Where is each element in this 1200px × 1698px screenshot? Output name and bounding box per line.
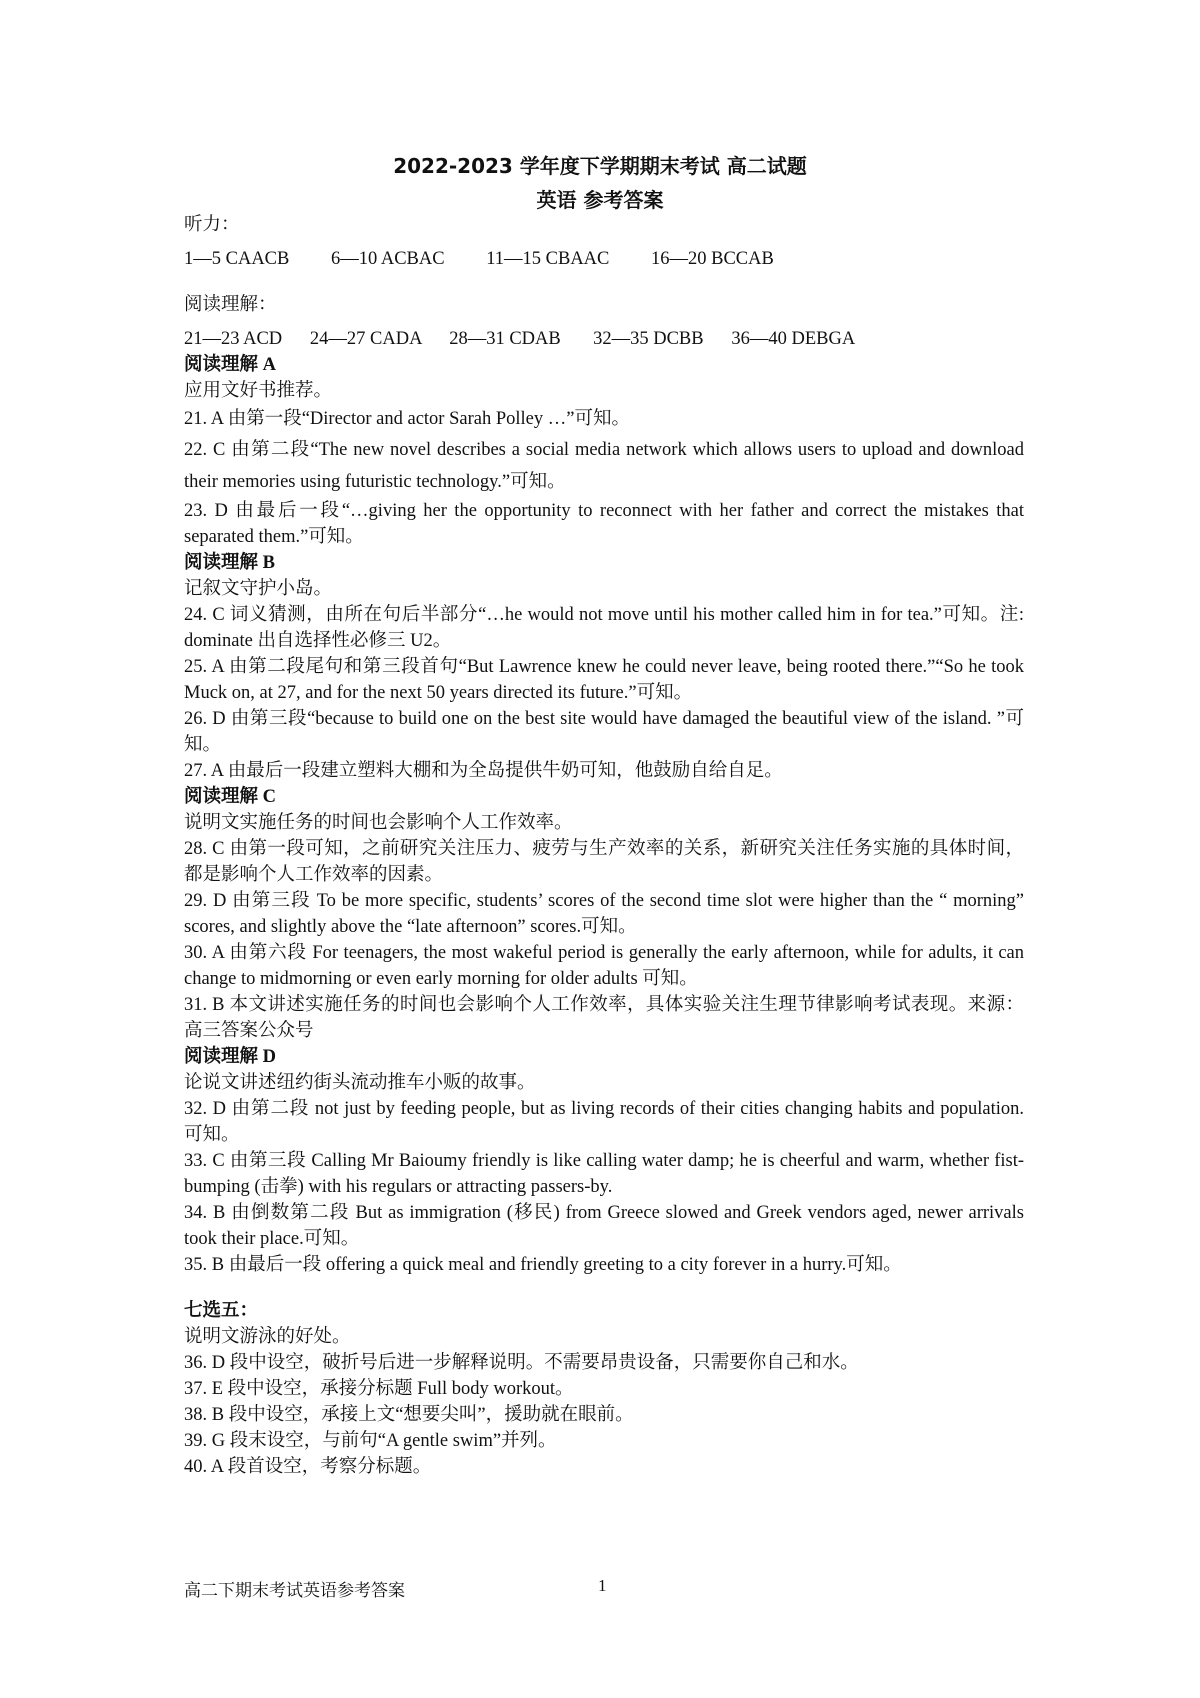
section-d-heading: 阅读理解 D	[184, 1047, 276, 1067]
answer-item: 32. D 由第二段 not just by feeding people, but as living records of their cities changing habits and population. 可知。	[184, 1099, 1024, 1145]
answer-item: 40. A 段首设空，考察分标题。	[184, 1457, 432, 1477]
document-title: 2022-2023 学年度下学期期末考试 高二试题	[393, 154, 807, 178]
answer-item: 21. A 由第一段“Director and actor Sarah Polley …”可知。	[184, 409, 630, 429]
page-number: 1	[598, 1576, 607, 1595]
section-c-heading: 阅读理解 C	[184, 787, 276, 807]
listening-label: 听力：	[184, 215, 240, 235]
section-d-summary: 论说文讲述纽约街头流动推车小贩的故事。	[184, 1073, 536, 1093]
document-subtitle: 英语 参考答案	[536, 188, 664, 212]
answer-item: 30. A 由第六段 For teenagers, the most wakeful period is generally the early afternoon, while for adults, it can change to midmorning or even early morning for older adults 可知。	[184, 943, 1024, 989]
answer-item: 34. B 由倒数第二段 But as immigration (移民) from Greece slowed and Greek vendors aged, newer arrivals took their place.可知。	[184, 1203, 1024, 1249]
answer-item: 29. D 由第三段 To be more specific, students’ scores of the second time slot were higher than the “ morning” scores, and slightly above the “late afternoon” scores.可知。	[184, 891, 1024, 937]
answer-item: 36. D 段中设空，破折号后进一步解释说明。不需要昂贵设备，只需要你自己和水。	[184, 1353, 859, 1373]
answer-item: 37. E 段中设空，承接分标题 Full body workout。	[184, 1379, 574, 1399]
answer-item: 28. C 由第一段可知，之前研究关注压力、疲劳与生产效率的关系，新研究关注任务实施的具体时间，都是影响个人工作效率的因素。	[184, 839, 1024, 885]
answer-item: 33. C 由第三段 Calling Mr Baioumy friendly is like calling water damp; he is cheerful and warm, whether fist-bumping (击拳) with his regulars or attracting passers-by.	[184, 1151, 1024, 1197]
answer-item: 31. B 本文讲述实施任务的时间也会影响个人工作效率，具体实验关注生理节律影响考试表现。来源：高三答案公众号	[184, 995, 1024, 1041]
answer-item: 35. B 由最后一段 offering a quick meal and friendly greeting to a city forever in a hurry.可知。	[184, 1255, 902, 1275]
answer-item: 26. D 由第三段“because to build one on the best site would have damaged the beautiful view of the island. ”可知。	[184, 709, 1024, 755]
answer-item: 23. D 由最后一段“…giving her the opportunity to reconnect with her father and correct the mistakes that separated them.”可知。	[184, 501, 1024, 547]
section-seven-heading: 七选五：	[184, 1301, 259, 1321]
section-b-heading: 阅读理解 B	[184, 553, 275, 573]
answer-item: 22. C 由第二段“The new novel describes a social media network which allows users to upload and download their memories using futuristic technology.”可知。	[184, 440, 1024, 492]
reading-label: 阅读理解：	[184, 295, 277, 315]
answer-item: 27. A 由最后一段建立塑料大棚和为全岛提供牛奶可知，他鼓励自给自足。	[184, 761, 783, 781]
answer-item: 38. B 段中设空，承接上文“想要尖叫”，援助就在眼前。	[184, 1405, 634, 1425]
answer-item: 39. G 段末设空，与前句“A gentle swim”并列。	[184, 1431, 557, 1451]
section-a-summary: 应用文好书推荐。	[184, 381, 333, 401]
section-b-summary: 记叙文守护小岛。	[184, 579, 333, 599]
document-body	[184, 212, 1024, 1480]
answer-item: 24. C 词义猜测，由所在句后半部分“…he would not move until his mother called him in for tea.”可知。注: dominate 出自选择性必修三 U2。	[184, 605, 1024, 651]
answer-item: 25. A 由第二段尾句和第三段首句“But Lawrence knew he could never leave, being rooted there.”“So he took Muck on, at 27, and for the next 50 years directed its future.”可知。	[184, 657, 1024, 703]
listening-answers: 1—5 CAACB 6—10 ACBAC 11—15 CBAAC 16—20 BCCAB	[184, 249, 774, 269]
section-c-summary: 说明文实施任务的时间也会影响个人工作效率。	[184, 813, 573, 833]
reading-answers: 21—23 ACD 24—27 CADA 28—31 CDAB 32—35 DCBB 36—40 DEBGA	[184, 329, 856, 349]
footer-text: 高二下期末考试英语参考答案	[184, 1581, 405, 1600]
section-a-heading: 阅读理解 A	[184, 355, 276, 375]
section-seven-summary: 说明文游泳的好处。	[184, 1327, 351, 1347]
